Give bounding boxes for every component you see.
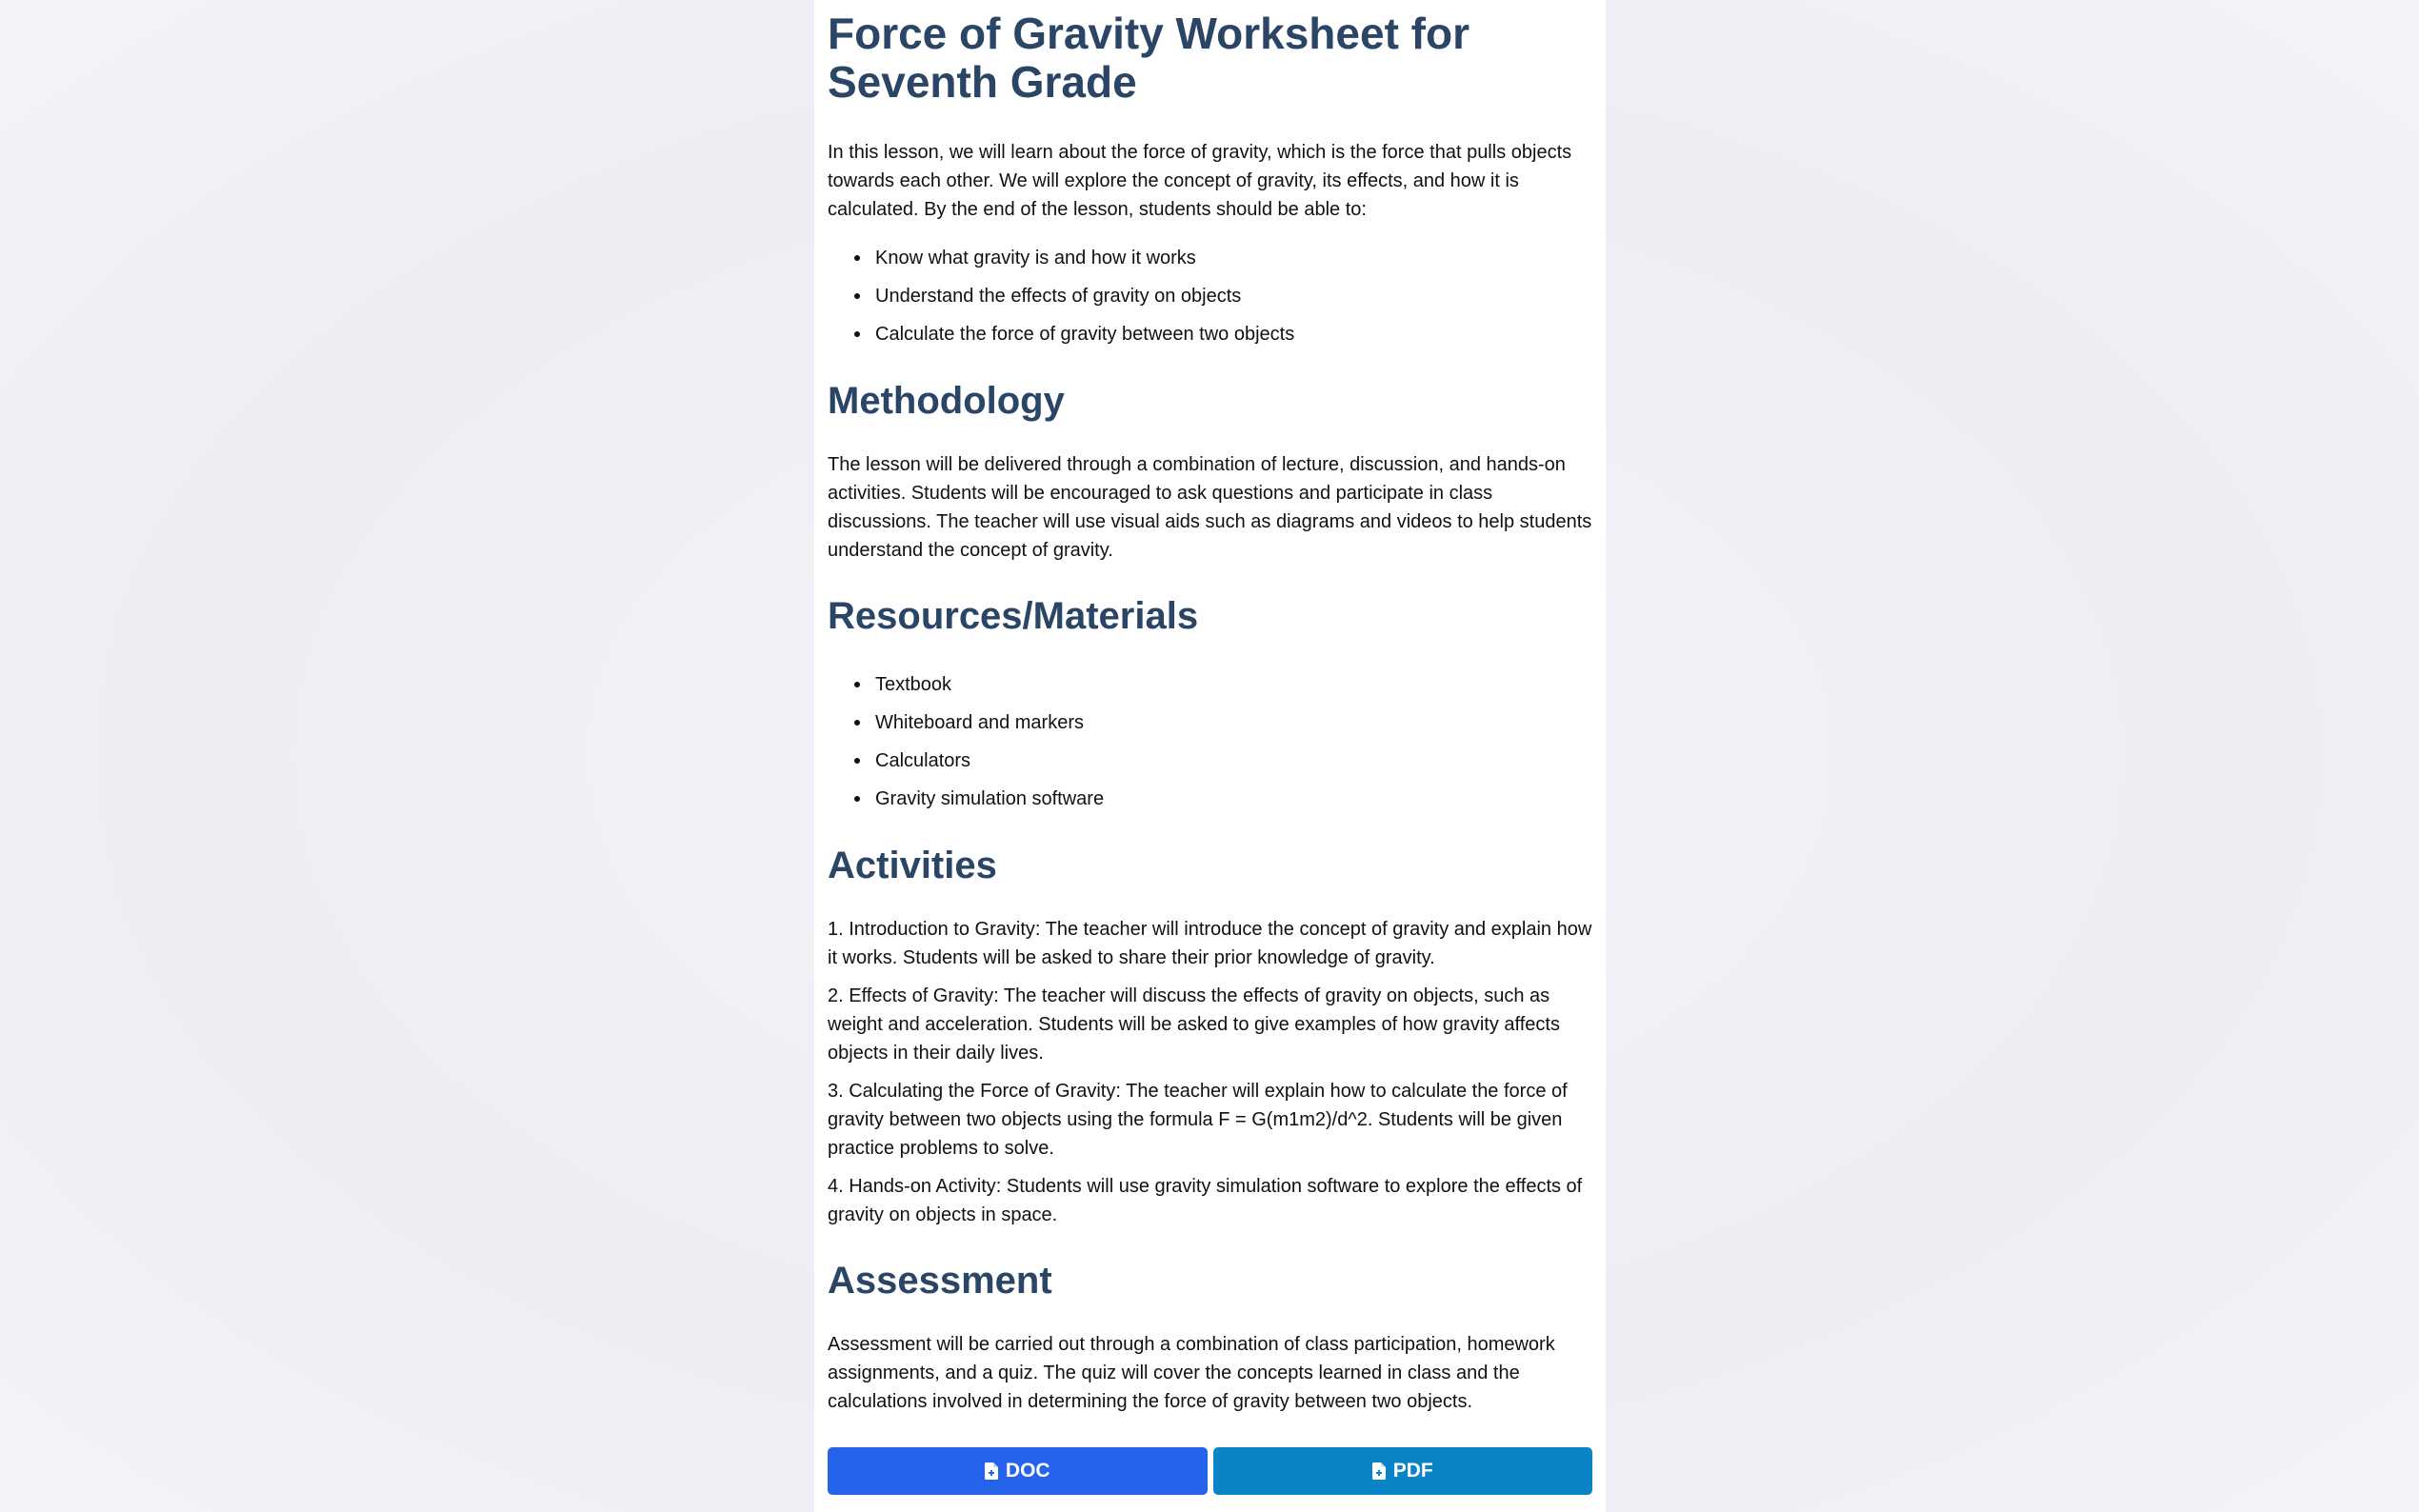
activity-item: 2. Effects of Gravity: The teacher will discuss the effects of gravity on objects, such as weight and acceleration. Students will be asked to give examples of how gravity affects objects in their daily lives. bbox=[828, 985, 1560, 1064]
methodology-paragraph: The lesson will be delivered through a combination of lecture, discussion, and hands-on activities. Students will be encouraged to ask questions and participate in class discussions. The teacher will use visual aids such as diagrams and videos to help students understand the concept of gravity. bbox=[828, 454, 1592, 561]
intro-paragraph: In this lesson, we will learn about the force of gravity, which is the force that pulls objects towards each other. We will explore the concept of gravity, its effects, and how it is calculated. By the end of the lesson, students should be able to: bbox=[828, 142, 1572, 220]
worksheet-page bbox=[814, 0, 1606, 1512]
list-item: Know what gravity is and how it works bbox=[875, 239, 1592, 277]
file-icon bbox=[985, 1462, 998, 1480]
list-item: Understand the effects of gravity on objects bbox=[875, 277, 1592, 315]
list-item: Gravity simulation software bbox=[875, 780, 1592, 818]
list-item: Calculators bbox=[875, 742, 1592, 780]
doc-button-label: DOC bbox=[1005, 1460, 1050, 1482]
assessment-heading: Assessment bbox=[828, 1260, 1052, 1302]
list-item: Calculate the force of gravity between two objects bbox=[875, 315, 1592, 353]
file-icon bbox=[1372, 1462, 1386, 1480]
resources-list bbox=[828, 666, 1592, 818]
list-item: Textbook bbox=[875, 666, 1592, 704]
resources-heading: Resources/Materials bbox=[828, 595, 1199, 637]
activity-item: 3. Calculating the Force of Gravity: The teacher will explain how to calculate the force of gravity between two objects using the formula F = G(m1m2)/d^2. Students will be given practice problems to solve. bbox=[828, 1081, 1568, 1159]
methodology-heading: Methodology bbox=[828, 380, 1065, 422]
assessment-paragraph: Assessment will be carried out through a combination of class participation, homework assignments, and a quiz. The quiz will cover the concepts learned in class and the calculations involved in determining the force of gravity between two objects. bbox=[828, 1334, 1555, 1412]
download-buttons bbox=[828, 1447, 1592, 1495]
activity-item: 1. Introduction to Gravity: The teacher will introduce the concept of gravity and explain how it works. Students will be asked to share their prior knowledge of gravity. bbox=[828, 919, 1592, 968]
page-title: Force of Gravity Worksheet for Seventh Grade bbox=[828, 9, 1469, 107]
list-item: Whiteboard and markers bbox=[875, 704, 1592, 742]
activity-item: 4. Hands-on Activity: Students will use gravity simulation software to explore the effects of gravity on objects in space. bbox=[828, 1176, 1583, 1225]
objectives-list bbox=[828, 239, 1592, 353]
download-doc-button[interactable] bbox=[828, 1447, 1208, 1495]
download-pdf-button[interactable] bbox=[1213, 1447, 1593, 1495]
activities-heading: Activities bbox=[828, 845, 997, 886]
pdf-button-label: PDF bbox=[1392, 1460, 1433, 1482]
